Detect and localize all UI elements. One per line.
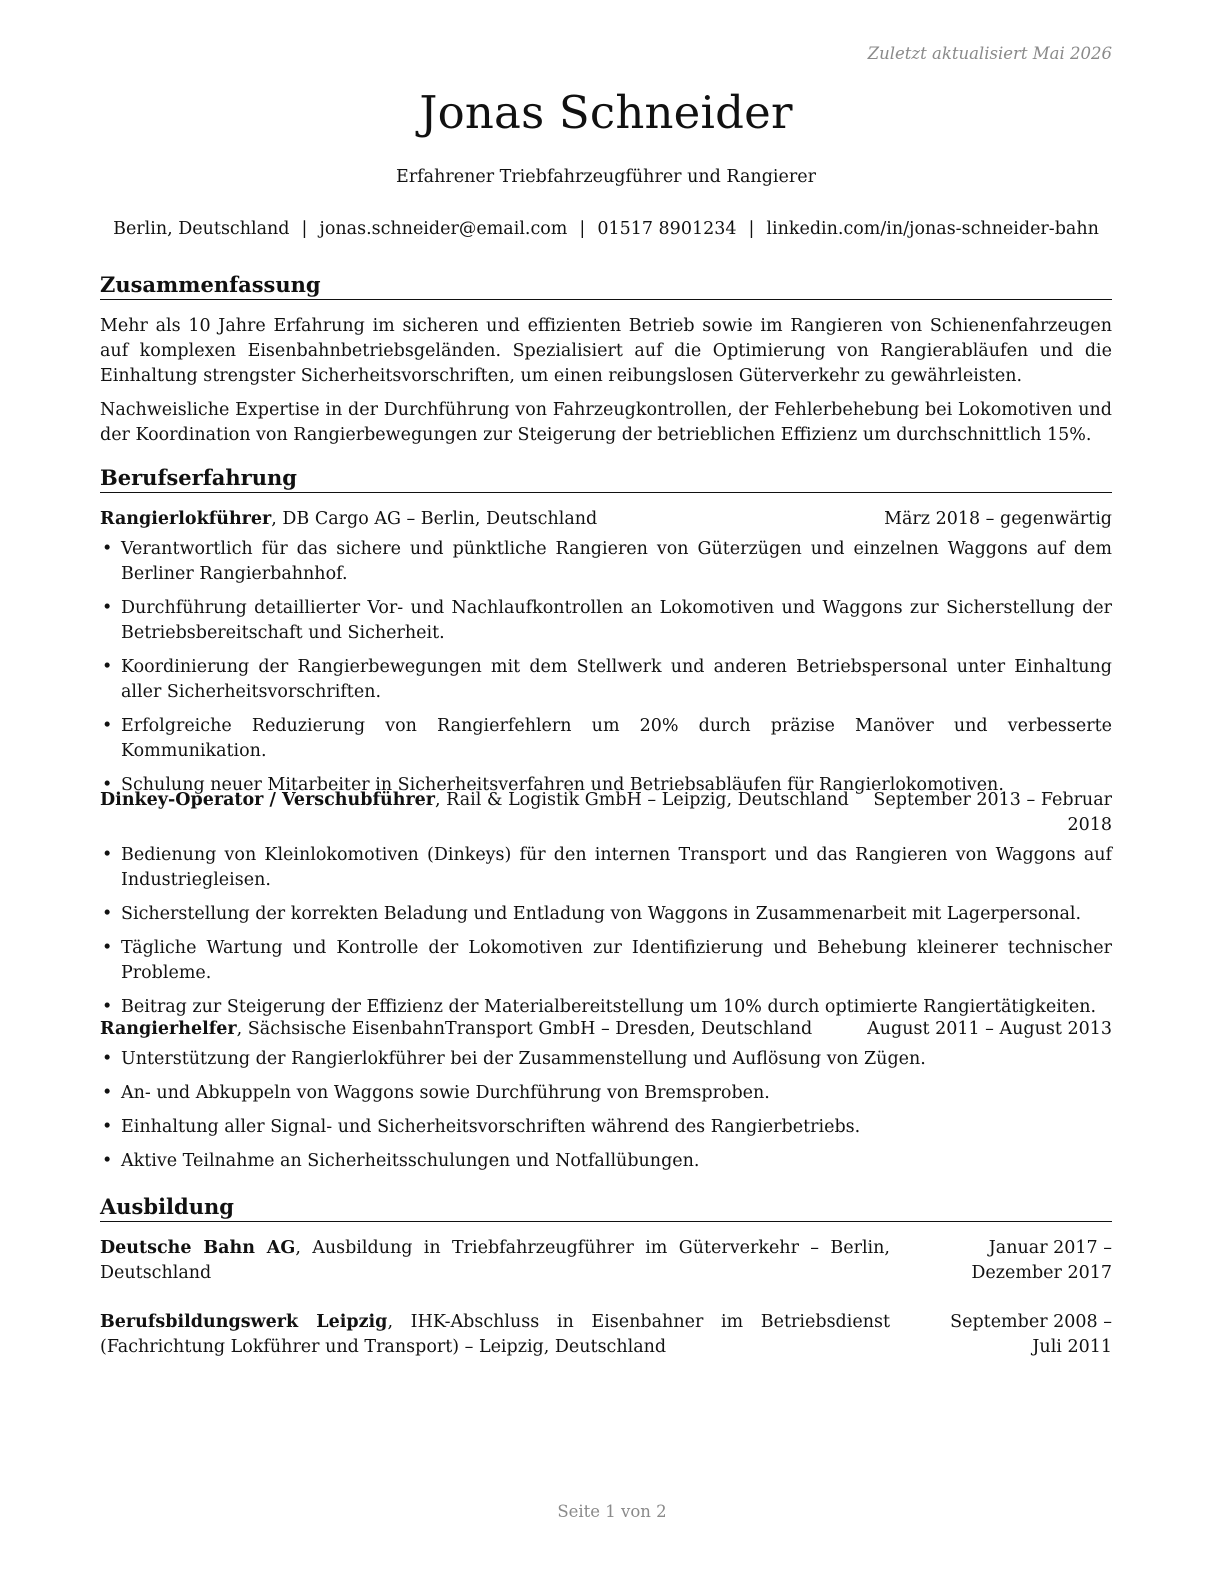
job-bullets [100, 537, 1112, 807]
bullet-icon: • [102, 1151, 113, 1171]
job-title-line [100, 788, 849, 813]
job-dates: März 2018 – gegenwärtig [884, 509, 1112, 529]
list-item: • Aktive Teilnahme an Sicherheitsschulungen und Notfallübungen. [100, 1149, 1112, 1174]
bullet-icon: • [102, 775, 113, 795]
list-item: • Einhaltung aller Signal- und Sicherheitsvorschriften während des Rangierbetriebs. [100, 1115, 1112, 1140]
list-item: • An- und Abkuppeln von Waggons sowie Durchführung von Bremsproben. [100, 1081, 1112, 1106]
education-dates: Januar 2017 – Dezember 2017 [971, 1238, 1112, 1283]
contact-separator: | [579, 219, 586, 239]
list-item: • Sicherstellung der korrekten Beladung und Entladung von Waggons in Zusammenarbeit mit Lagerpersonal. [100, 902, 1112, 927]
job-dates: September 2013 – Februar 2018 [873, 790, 1112, 835]
list-item: • Unterstützung der Rangierlokführer bei der Zusammenstellung und Auflösung von Zügen. [100, 1047, 1112, 1072]
job-company: , Sächsische EisenbahnTransport GmbH – Dresden, Deutschland [236, 1019, 813, 1039]
last-updated: Zuletzt aktualisiert Mai 2026 [867, 44, 1112, 63]
contact-linkedin[interactable]: linkedin.com/in/jonas-schneider-bahn [766, 219, 1099, 239]
job-role: Dinkey-Operator / Verschubführer [100, 790, 436, 810]
contact-line [100, 219, 1112, 239]
job-bullets [100, 843, 1112, 1029]
job-role: Rangierhelfer [100, 1019, 237, 1039]
bullet-icon: • [102, 997, 113, 1017]
bullet-icon: • [102, 1049, 113, 1069]
education-institution: Berufsbildungswerk Leipzig [100, 1312, 388, 1332]
list-item: • Durchführung detaillierter Vor- und Nachlaufkontrollen an Lokomotiven und Waggons zur Sicherstellung der Betriebsbereitschaft und Sicherheit. [102, 598, 1112, 643]
job-header [100, 1017, 1112, 1042]
education-program: , Ausbildung in Triebfahrzeugführer im Güterverkehr – Berlin, Deutschland [100, 1238, 890, 1283]
job-header [100, 788, 1112, 838]
list-item: • Schulung neuer Mitarbeiter in Sicherheitsverfahren und Betriebsabläufen für Rangierlokomotiven. [100, 773, 1112, 798]
job-company: , DB Cargo AG – Berlin, Deutschland [271, 509, 598, 529]
job-bullets [100, 1047, 1112, 1183]
bullet-icon: • [102, 1117, 113, 1137]
bullet-icon: • [102, 657, 113, 677]
contact-email[interactable]: jonas.schneider@email.com [319, 219, 568, 239]
section-title-experience: Berufserfahrung [100, 465, 1112, 493]
list-item: • Erfolgreiche Reduzierung von Rangierfehlern um 20% durch präzise Manöver und verbesserte Kommunikation. [102, 716, 1112, 761]
bullet-icon: • [102, 716, 113, 736]
contact-location: Berlin, Deutschland [113, 219, 290, 239]
education-program: , IHK-Abschluss in Eisenbahner im Betriebsdienst (Fachrichtung Lokführer und Transport) – Leipzig, Deutschland [100, 1312, 890, 1357]
education-details [100, 1310, 890, 1360]
bullet-icon: • [102, 539, 113, 559]
job-role: Rangierlokführer [100, 509, 272, 529]
list-item: • Koordinierung der Rangierbewegungen mit dem Stellwerk und anderen Betriebspersonal unter Einhaltung aller Sicherheitsvorschriften. [102, 657, 1112, 702]
section-title-education: Ausbildung [100, 1194, 1112, 1222]
bullet-icon: • [102, 845, 113, 865]
bullet-icon: • [102, 938, 113, 958]
contact-phone[interactable]: 01517 8901234 [597, 219, 737, 239]
summary-paragraph: Mehr als 10 Jahre Erfahrung im sicheren und effizienten Betrieb sowie im Rangieren von Schienenfahrzeugen auf komplexen Eisenbahnbetriebsgeländen. Spezialisiert auf die Optimierung von Rangierabläufen und die Einhaltung strengster Sicherheitsvorschriften, um einen reibungslosen Güterverkehr zu gewährleisten. [100, 316, 1112, 386]
bullet-icon: • [102, 598, 113, 618]
education-details [100, 1236, 890, 1286]
contact-separator: | [748, 219, 755, 239]
candidate-name: Jonas Schneider [419, 86, 793, 139]
job-title-line [100, 1017, 812, 1042]
summary-paragraph: Nachweisliche Expertise in der Durchführung von Fahrzeugkontrollen, der Fehlerbehebung bei Lokomotiven und der Koordination von Rangierbewegungen zur Steigerung der betrieblichen Effizienz um durchschnittlich 15%. [100, 400, 1112, 445]
job-company: , Rail & Logistik GmbH – Leipzig, Deutschland [435, 790, 849, 810]
bullet-icon: • [102, 904, 113, 924]
candidate-tagline: Erfahrener Triebfahrzeugführer und Rangierer [396, 167, 816, 187]
contact-separator: | [301, 219, 308, 239]
education-institution: Deutsche Bahn AG [100, 1238, 296, 1258]
job-dates: August 2011 – August 2013 [867, 1019, 1112, 1039]
section-title-summary: Zusammenfassung [100, 272, 1112, 300]
list-item: • Bedienung von Kleinlokomotiven (Dinkeys) für den internen Transport und das Rangieren von Waggons auf Industriegleisen. [102, 845, 1112, 890]
job-title-line [100, 507, 597, 532]
list-item: • Beitrag zur Steigerung der Effizienz der Materialbereitstellung um 10% durch optimierte Rangiertätigkeiten. [100, 995, 1112, 1020]
job-header [100, 507, 1112, 532]
page-number: Seite 1 von 2 [557, 1502, 667, 1521]
list-item: • Tägliche Wartung und Kontrolle der Lokomotiven zur Identifizierung und Behebung kleinerer technischer Probleme. [102, 938, 1112, 983]
bullet-icon: • [102, 1083, 113, 1103]
list-item: • Verantwortlich für das sichere und pünktliche Rangieren von Güterzügen und einzelnen Waggons auf dem Berliner Rangierbahnhof. [102, 539, 1112, 584]
education-dates: September 2008 – Juli 2011 [950, 1312, 1112, 1357]
